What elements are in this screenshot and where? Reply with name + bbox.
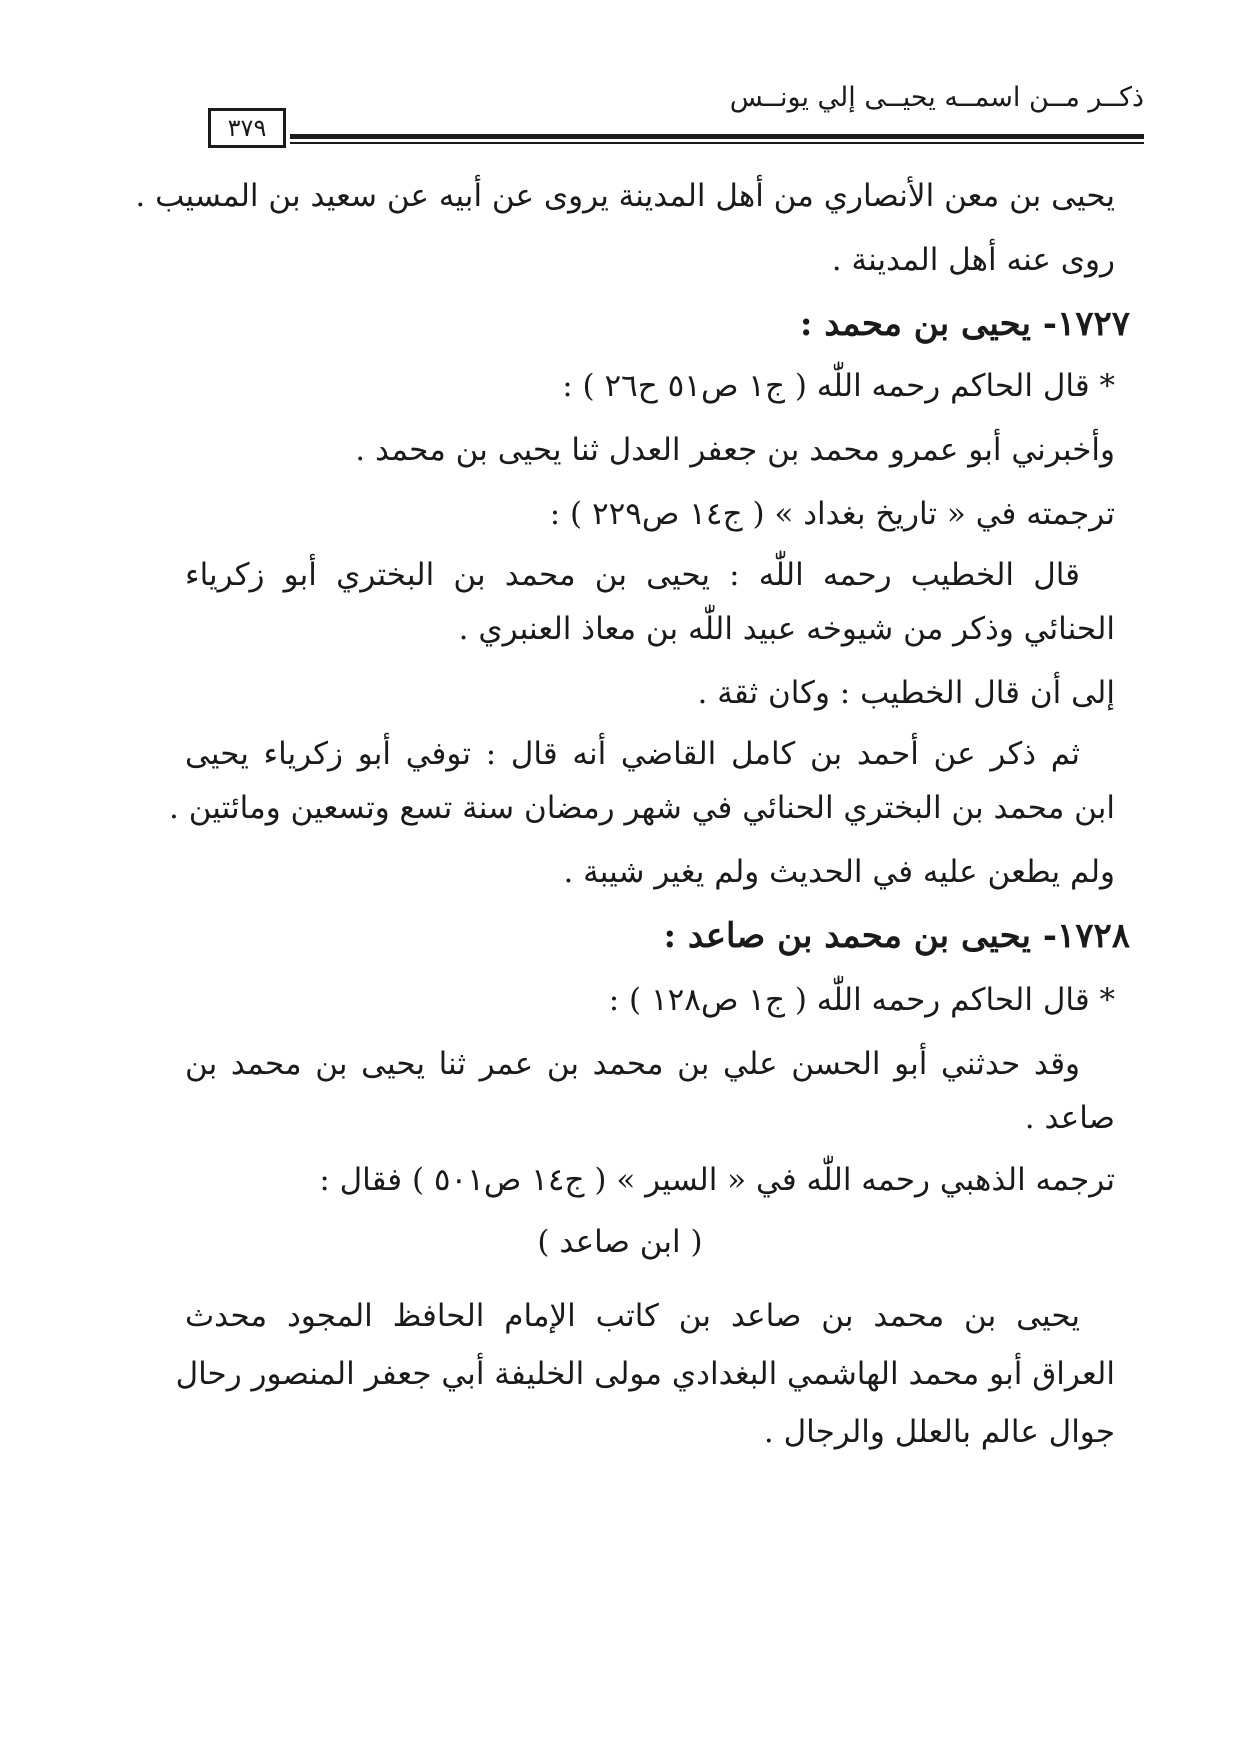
text-line: العراق أبو محمد الهاشمي البغدادي مولى الخليفة أبي جعفر المنصور رحال bbox=[175, 1356, 1115, 1392]
running-header-title: ذكــر مــن اسمــه يحيــى إلي يونــس bbox=[729, 82, 1144, 113]
text-line: وأخبرني أبو عمرو محمد بن جعفر العدل ثنا يحيى بن محمد . bbox=[355, 432, 1115, 468]
text-line: يحيى بن معن الأنصاري من أهل المدينة يروى عن أبيه عن سعيد بن المسيب . bbox=[135, 178, 1115, 214]
text-line: * قال الحاكم رحمه اللّٰه ( ج١ ص١٢٨ ) : bbox=[608, 982, 1115, 1018]
text-line: ترجمه الذهبي رحمه اللّٰه في « السير » ( ج١٤ ص٥٠١ ) فقال : bbox=[319, 1162, 1115, 1198]
text-line: ابن محمد بن البختري الحنائي في شهر رمضان سنة تسع وتسعين ومائتين . bbox=[169, 790, 1115, 826]
text-line: إلى أن قال الخطيب : وكان ثقة . bbox=[697, 675, 1115, 711]
text-line: روى عنه أهل المدينة . bbox=[831, 242, 1115, 278]
entry-heading-1728: ١٧٢٨- يحيى بن محمد بن صاعد : bbox=[663, 916, 1130, 956]
text-line: صاعد . bbox=[1024, 1100, 1115, 1136]
text-line: قال الخطيب رحمه اللّٰه : يحيى بن محمد بن البختري أبو زكرياء bbox=[185, 557, 1080, 593]
text-line: يحيى بن محمد بن صاعد بن كاتب الإمام الحافظ المجود محدث bbox=[185, 1298, 1080, 1334]
header-rule-thin bbox=[290, 142, 1144, 144]
section-subheading: ( ابن صاعد ) bbox=[537, 1224, 703, 1260]
text-line: ولم يطعن عليه في الحديث ولم يغير شيبة . bbox=[563, 854, 1115, 890]
text-line: ثم ذكر عن أحمد بن كامل القاضي أنه قال : توفي أبو زكرياء يحيى bbox=[185, 736, 1080, 772]
text-line: جوال عالم بالعلل والرجال . bbox=[763, 1414, 1115, 1450]
text-line: الحنائي وذكر من شيوخه عبيد اللّٰه بن معاذ العنبري . bbox=[458, 611, 1115, 647]
text-line: وقد حدثني أبو الحسن علي بن محمد بن عمر ثنا يحيى بن محمد بن bbox=[185, 1046, 1080, 1082]
page-number: ٣٧٩ bbox=[208, 108, 286, 148]
text-line: ترجمته في « تاريخ بغداد » ( ج١٤ ص٢٢٩ ) : bbox=[549, 496, 1115, 532]
text-line: * قال الحاكم رحمه اللّٰه ( ج١ ص٥١ ح٢٦ ) : bbox=[562, 368, 1115, 404]
header-rule-thick bbox=[290, 134, 1144, 139]
entry-heading-1727: ١٧٢٧- يحيى بن محمد : bbox=[799, 304, 1130, 344]
